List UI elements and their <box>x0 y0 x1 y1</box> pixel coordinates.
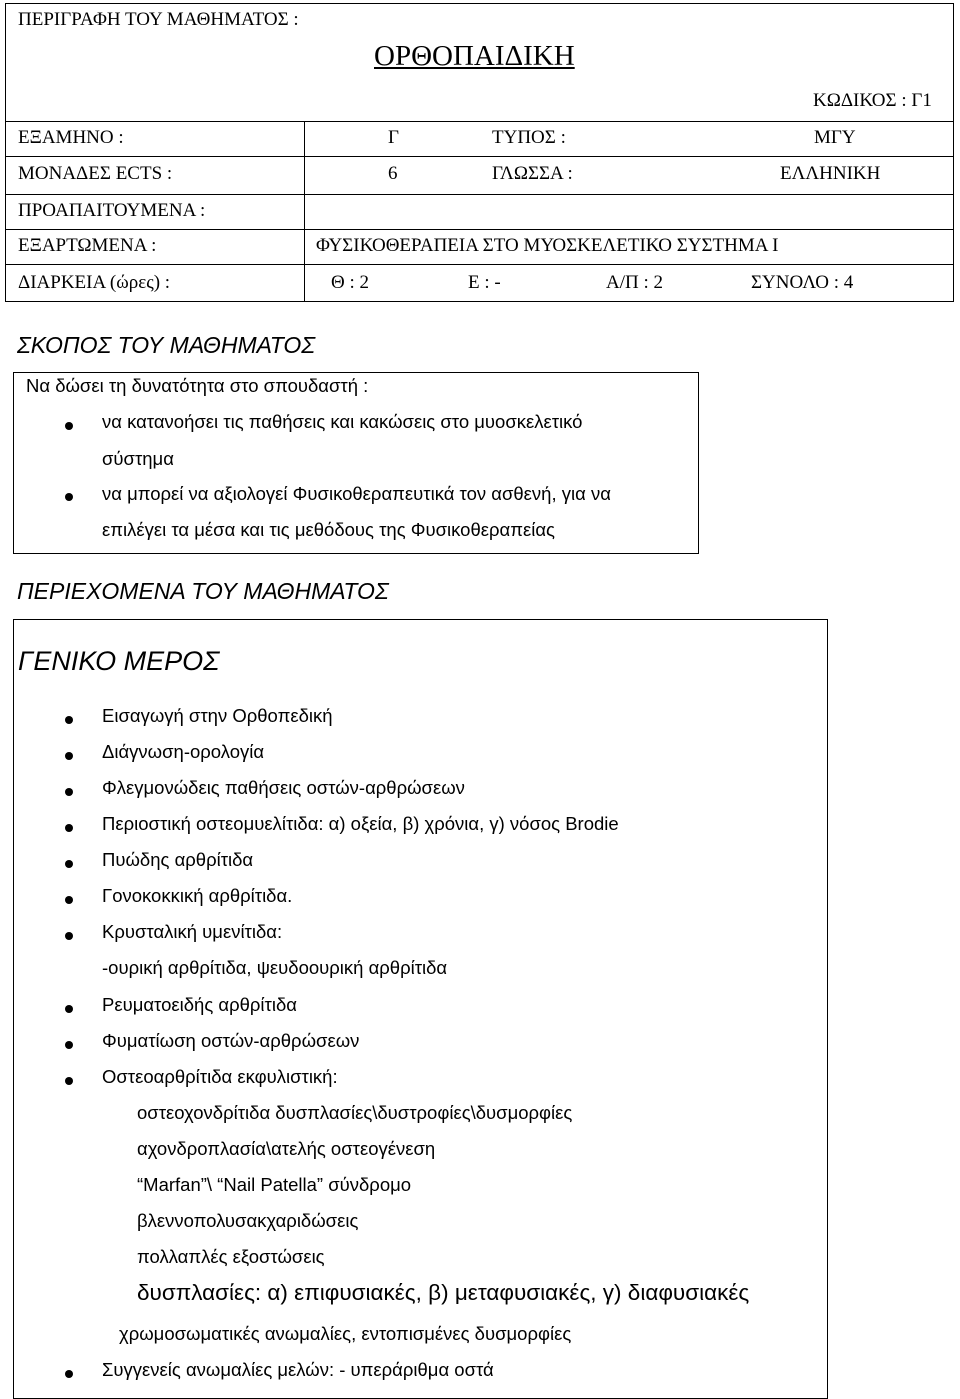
content-subline: αχονδροπλασία\ατελής οστεογένεση <box>137 1138 436 1159</box>
bullet-icon <box>65 932 73 940</box>
purpose-item-1-cont: σύστημα <box>102 448 174 469</box>
ects-value: 6 <box>388 163 398 184</box>
bullet-icon <box>65 1370 73 1378</box>
content-line: Φυματίωση οστών-αρθρώσεων <box>102 1030 360 1051</box>
purpose-box <box>13 372 699 554</box>
content-line: Συγγενείς ανωμαλίες μελών: - υπεράριθμα οστά <box>102 1359 494 1380</box>
content-line: -ουρική αρθρίτιδα, ψευδοουρική αρθρίτιδα <box>102 957 448 978</box>
bullet-icon <box>65 422 73 430</box>
bullet-icon <box>65 788 73 796</box>
content-subline: βλεννοπολυσακχαριδώσεις <box>137 1210 359 1231</box>
section-title: ΓΕΝΙΚΟ ΜΕΡΟΣ <box>18 646 220 676</box>
content-line: Οστεοαρθρίτιδα εκφυλιστική: <box>102 1066 338 1087</box>
ects-label: ΜΟΝΑΔΕΣ ECTS : <box>18 163 173 184</box>
language-label: ΓΛΩΣΣΑ : <box>492 163 573 184</box>
content-subline: πολλαπλές εξοστώσεις <box>137 1246 325 1267</box>
contents-heading: ΠΕΡΙΕΧΟΜΕΝΑ ΤΟΥ ΜΑΘΗΜΑΤΟΣ <box>17 578 389 604</box>
bullet-icon <box>65 824 73 832</box>
type-label: ΤΥΠΟΣ : <box>492 127 566 148</box>
bullet-icon <box>65 493 73 501</box>
content-line: Γονοκοκκική αρθρίτιδα. <box>102 885 293 906</box>
content-subline: οστεοχονδρίτιδα δυσπλασίες\δυστροφίες\δυσμορφίες <box>137 1102 573 1123</box>
bullet-icon <box>65 1041 73 1049</box>
contents-box <box>13 619 828 1399</box>
content-subline: “Marfan”\ “Nail Patella” σύνδρομο <box>137 1174 412 1195</box>
content-line: Διάγνωση-ορολογία <box>102 741 265 762</box>
content-line: Ρευματοειδής αρθρίτιδα <box>102 994 297 1015</box>
prerequisites-label: ΠΡΟΑΠΑΙΤΟΥΜΕΝΑ : <box>18 200 206 221</box>
semester-value: Γ <box>388 127 399 148</box>
lab-hours: Ε : - <box>468 272 501 293</box>
type-value: ΜΓΥ <box>814 127 856 148</box>
course-title: ΟΡΘΟΠΑΙΔΙΚΗ <box>374 40 575 72</box>
content-subline-large: δυσπλασίες: α) επιφυσιακές, β) μεταφυσιακές, γ) διαφυσιακές <box>137 1280 750 1305</box>
practice-hours: Α/Π : 2 <box>606 272 663 293</box>
semester-label: ΕΞΑΜΗΝΟ : <box>18 127 124 148</box>
purpose-intro: Να δώσει τη δυνατότητα στο σπουδαστή : <box>26 375 369 396</box>
language-value: ΕΛΛΗΝΙΚΗ <box>780 163 881 184</box>
purpose-item-1: να κατανοήσει τις παθήσεις και κακώσεις στο μυοσκελετικό <box>102 411 583 432</box>
dependent-label: ΕΞΑΡΤΩΜΕΝΑ : <box>18 235 157 256</box>
purpose-item-2: να μπορεί να αξιολογεί Φυσικοθεραπευτικά τον ασθενή, για να <box>102 483 611 504</box>
content-line: Φλεγμονώδεις παθήσεις οστών-αρθρώσεων <box>102 777 465 798</box>
course-info-table <box>5 3 954 302</box>
theory-hours: Θ : 2 <box>331 272 369 293</box>
total-hours: ΣΥΝΟΛΟ : 4 <box>751 272 854 293</box>
bullet-icon <box>65 896 73 904</box>
description-label: ΠΕΡΙΓΡΑΦΗ ΤΟΥ ΜΑΘΗΜΑΤΟΣ : <box>18 9 299 30</box>
purpose-heading: ΣΚΟΠΟΣ ΤΟΥ ΜΑΘΗΜΑΤΟΣ <box>17 332 316 358</box>
purpose-item-2-cont: επιλέγει τα μέσα και τις μεθόδους της Φυσικοθεραπείας <box>102 519 555 540</box>
course-code: ΚΩΔΙΚΟΣ : Γ1 <box>813 90 932 111</box>
dependent-value: ΦΥΣΙΚΟΘΕΡΑΠΕΙΑ ΣΤΟ ΜΥΟΣΚΕΛΕΤΙΚΟ ΣΥΣΤΗΜΑ Ι <box>316 235 779 256</box>
content-line: Εισαγωγή στην Ορθοπεδική <box>102 705 333 726</box>
content-line: Περιοστική οστεομυελίτιδα: α) οξεία, β) χρόνια, γ) νόσος Brodie <box>102 813 619 834</box>
content-line: Κρυσταλική υμενίτιδα: <box>102 921 283 942</box>
bullet-icon <box>65 716 73 724</box>
bullet-icon <box>65 860 73 868</box>
duration-label: ΔΙΑΡΚΕΙΑ (ώρες) : <box>18 272 171 293</box>
bullet-icon <box>65 1077 73 1085</box>
content-subline: χρωμοσωματικές ανωμαλίες, εντοπισμένες δυσμορφίες <box>119 1323 572 1344</box>
content-line: Πυώδης αρθρίτιδα <box>102 849 254 870</box>
bullet-icon <box>65 1005 73 1013</box>
bullet-icon <box>65 752 73 760</box>
